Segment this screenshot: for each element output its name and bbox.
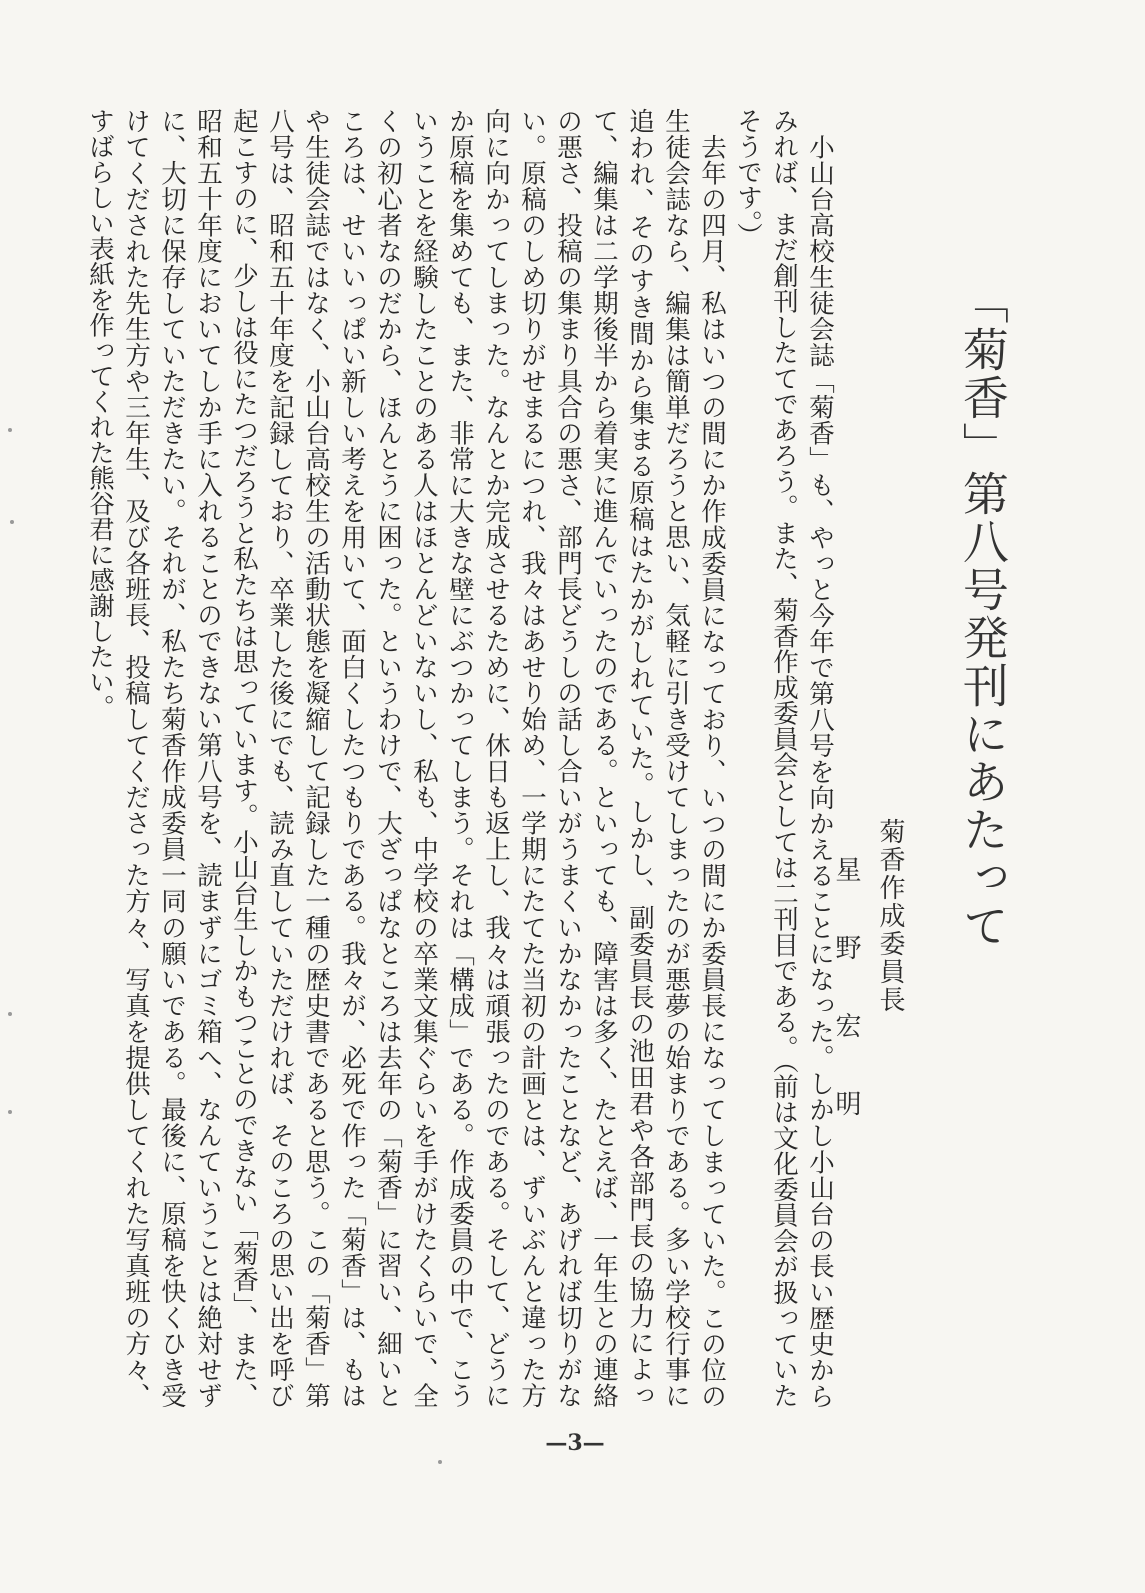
scan-speck bbox=[438, 1460, 442, 1464]
scan-speck bbox=[10, 520, 14, 524]
paragraph-main: 去年の四月、私はいつの間にか作成委員になっており、いつの間にか委員長になってしまっていた。この位の生徒会誌なら、編集は簡単だろうと思い、気軽に引き受けてしまったのが悪夢の始まりである。多い学校行事に追われ、そのすき間から集まる原稿はたかがしれていた。しかし、副委員長の池田君や各部門長の協力によって、編集は二学期後半から着実に進んでいったのである。といっても、障害は多く、たとえば、一年生との連絡の悪さ、投稿の集まり具合の悪さ、部門長どうしの話し合いがうまくいかなかったことなど、あげれば切りがない。原稿のしめ切りがせまるにつれ、我々はあせり始め、一学期にたてた当初の計画とは、ずいぶんと違った方向に向かってしまった。なんとか完成させるために、休日も返上し、我々は頑張ったのである。そして、どうにか原稿を集めても、また、非常に大きな壁にぶつかってしまう。それは「構成」である。作成委員の中で、こういうことを経験したことのある人はほとんどいないし、私も、中学校の卒業文集ぐらいを手がけたくらいで、全くの初心者なのだから、ほんとうに困った。というわけで、大ざっぱなところは去年の「菊香」に習い、細いところは、せいいっぱい新しい考えを用いて、面白くしたつもりである。我々が、必死で作った「菊香」は、もはや生徒会誌ではなく、小山台高校生の活動状態を凝縮して記録した一種の歴史書であると思う。この「菊香」第八号は、昭和五十年度を記録しており、卒業した後にでも、読み直していただければ、そのころの思い出を呼び起こすのに、少しは役にたつだろうと私たちは思っています。小山台生しかもつことのできない「菊香」、また、昭和五十年度においてしか手に入れることのできない第八号を、読まずにゴミ箱へ、なんていうことは絶対せずに、大切に保存していただきたい。それが、私たち菊香作成委員一同の願いである。最後に、原稿を快くひき受けてくだされた先生方や三年生、及び各班長、投稿してくださった方々、写真を提供してくれた写真班の方々、すばらしい表紙を作ってくれた熊谷君に感謝したい。 bbox=[85, 108, 727, 1409]
author-name: 星野宏明 bbox=[831, 856, 861, 1168]
scan-speck bbox=[8, 1012, 12, 1016]
page-number: —3— bbox=[545, 1430, 605, 1456]
paragraph-intro: 小山台高校生徒会誌「菊香」も、やっと今年で第八号を向かえることになった。しかし小山台の長い歴史からみれば、まだ創刊したてであろう。また、菊香作成委員会としては二刊目である。（前は文化委員会が扱っていたそうです。） bbox=[733, 108, 835, 1408]
scan-speck bbox=[8, 428, 12, 432]
scan-speck bbox=[8, 1110, 12, 1114]
author-block bbox=[831, 818, 912, 1378]
author-role: 菊香作成委員長 bbox=[875, 818, 905, 1014]
article-title: 「菊香」第八号発刊にあたって bbox=[955, 278, 1010, 950]
article-body bbox=[85, 108, 838, 1409]
